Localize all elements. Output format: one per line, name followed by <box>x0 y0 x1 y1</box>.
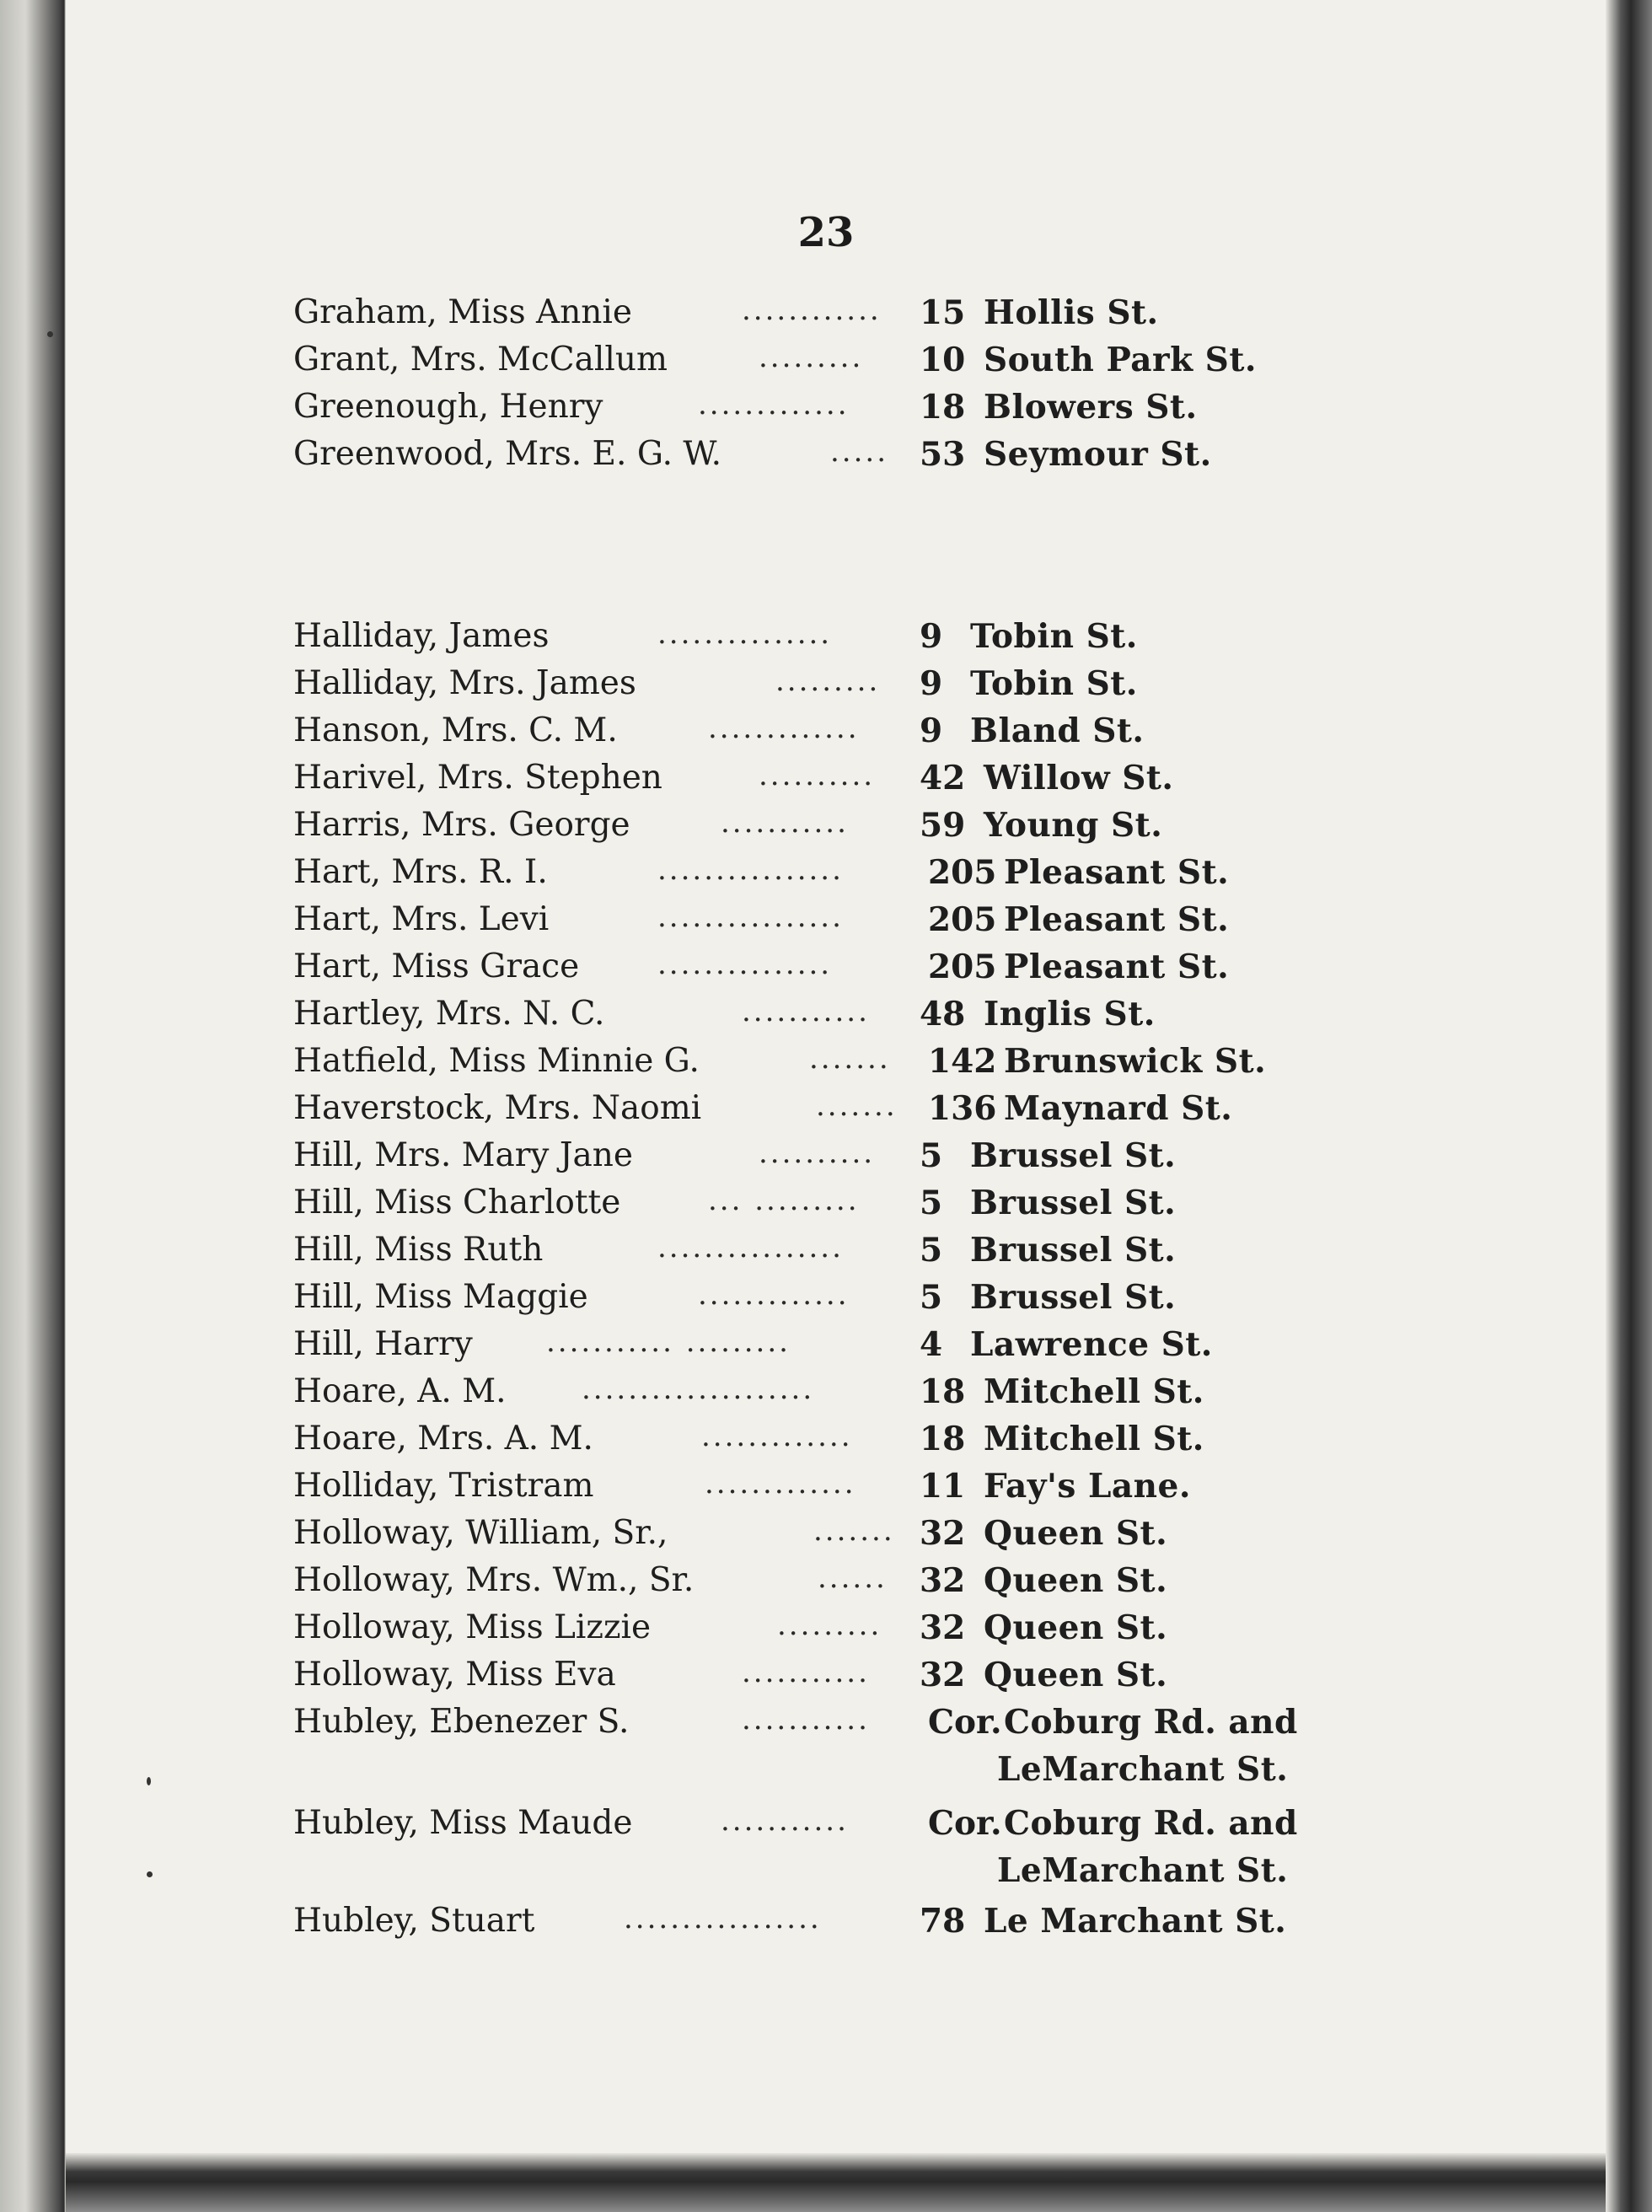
entry-number: 32 <box>920 1656 966 1694</box>
directory-entry <box>293 1804 1355 1851</box>
entry-number: 48 <box>920 995 966 1034</box>
entry-number: 142 <box>928 1042 997 1081</box>
dot-leader: ................. <box>624 1902 822 1936</box>
entry-name: Hubley, Stuart <box>293 1902 535 1940</box>
dot-leader: .................... <box>582 1372 815 1406</box>
entry-name: Hill, Miss Ruth <box>293 1231 544 1269</box>
entry-street: Pleasant St. <box>1004 853 1230 892</box>
entry-street: Bland St. <box>970 711 1145 750</box>
entry-street: Inglis St. <box>984 995 1156 1034</box>
entry-street: Maynard St. <box>1004 1089 1233 1128</box>
dot-leader: ............... <box>657 948 833 981</box>
dot-leader: ................ <box>657 900 844 934</box>
dot-leader: ................ <box>657 853 844 887</box>
entry-street: Hollis St. <box>984 293 1159 332</box>
entry-street: Lawrence St. <box>970 1325 1213 1364</box>
entry-name: Holloway, Miss Lizzie <box>293 1608 652 1646</box>
entry-number: 205 <box>928 853 997 892</box>
entry-name: Greenough, Henry <box>293 388 603 426</box>
entry-name: Hill, Miss Charlotte <box>293 1184 621 1221</box>
dot-leader: ......... <box>777 1608 882 1642</box>
entry-name: Hill, Harry <box>293 1325 473 1363</box>
dot-leader: ... ......... <box>708 1184 860 1217</box>
entry-street: Brussel St. <box>970 1231 1177 1270</box>
entry-name: Hubley, Miss Maude <box>293 1804 633 1842</box>
dot-leader: ............. <box>698 388 850 421</box>
entry-number: 9 <box>920 664 943 703</box>
entry-number: 9 <box>920 617 943 656</box>
entry-number: 32 <box>920 1514 966 1553</box>
dot-leader: ............... <box>657 617 833 651</box>
dot-leader: .......... <box>759 759 876 792</box>
entry-street: Seymour St. <box>984 435 1212 474</box>
entry-name: Holloway, Mrs. Wm., Sr. <box>293 1561 695 1599</box>
directory-entry <box>293 1467 1355 1514</box>
entry-street: Coburg Rd. and <box>1004 1804 1298 1843</box>
entry-number: Cor. <box>928 1703 1002 1742</box>
entry-number: 11 <box>920 1467 966 1506</box>
entry-street: Willow St. <box>984 759 1174 797</box>
directory-entry <box>293 341 1355 388</box>
entry-street: Le Marchant St. <box>984 1902 1287 1941</box>
entry-number: 4 <box>920 1325 943 1364</box>
entry-name: Hatfield, Miss Minnie G. <box>293 1042 700 1080</box>
entry-street: Queen St. <box>984 1608 1168 1647</box>
dot-leader: ........... <box>721 1804 849 1838</box>
dot-leader: ........... <box>721 806 849 840</box>
dot-leader: ............. <box>705 1467 856 1501</box>
dot-leader: ......... <box>759 341 864 374</box>
directory-entry <box>293 1372 1355 1420</box>
entry-name: Hart, Miss Grace <box>293 948 580 985</box>
entry-number: 18 <box>920 1420 966 1458</box>
entry-number: Cor. <box>928 1804 1002 1843</box>
entry-street: Fay's Lane. <box>984 1467 1191 1506</box>
dot-leader: ....... <box>809 1042 891 1076</box>
entry-name: Hoare, A. M. <box>293 1372 507 1410</box>
directory-entry <box>293 1325 1355 1372</box>
entry-name: Greenwood, Mrs. E. G. W. <box>293 435 722 473</box>
entry-number: 5 <box>920 1278 943 1317</box>
directory-entry <box>293 293 1355 341</box>
entry-street-continuation: LeMarchant St. <box>997 1750 1289 1789</box>
entry-number: 5 <box>920 1231 943 1270</box>
dot-leader: ......... <box>775 664 881 698</box>
dot-leader: ........... <box>742 1656 870 1689</box>
dot-leader: ........... <box>742 1703 870 1737</box>
directory-entry <box>293 1089 1355 1136</box>
entry-street: Young St. <box>984 806 1163 845</box>
directory-entry <box>293 853 1355 900</box>
entry-name: Holloway, William, Sr., <box>293 1514 668 1552</box>
entry-name: Harivel, Mrs. Stephen <box>293 759 662 797</box>
entry-number: 59 <box>920 806 966 845</box>
directory-entry <box>293 995 1355 1042</box>
page-number: 23 <box>797 209 855 256</box>
directory-entry <box>293 948 1355 995</box>
entry-name: Hubley, Ebenezer S. <box>293 1703 630 1741</box>
entry-number: 32 <box>920 1608 966 1647</box>
dot-leader: ..... <box>830 435 889 469</box>
dot-leader: ....... <box>816 1089 898 1123</box>
entry-number: 15 <box>920 293 966 332</box>
entry-name: Grant, Mrs. McCallum <box>293 341 668 379</box>
entry-number: 42 <box>920 759 966 797</box>
entry-name: Haverstock, Mrs. Naomi <box>293 1089 702 1127</box>
directory-entry <box>293 759 1355 806</box>
entry-street: Queen St. <box>984 1561 1168 1600</box>
entry-street: Brussel St. <box>970 1184 1177 1222</box>
directory-entry <box>293 388 1355 435</box>
entry-street: Coburg Rd. and <box>1004 1703 1298 1742</box>
entry-street-continuation: LeMarchant St. <box>997 1851 1289 1890</box>
dot-leader: ............. <box>708 711 860 745</box>
entry-name: Graham, Miss Annie <box>293 293 632 331</box>
entry-street: South Park St. <box>984 341 1257 379</box>
entry-street: Pleasant St. <box>1004 948 1230 986</box>
directory-entry <box>293 664 1355 711</box>
entry-number: 18 <box>920 1372 966 1411</box>
entry-number: 205 <box>928 948 997 986</box>
entry-name: Hill, Miss Maggie <box>293 1278 588 1316</box>
entry-number: 78 <box>920 1902 966 1941</box>
directory-entry <box>293 617 1355 664</box>
dot-leader: ...... <box>818 1561 888 1595</box>
entry-name: Hoare, Mrs. A. M. <box>293 1420 593 1458</box>
directory-entry <box>293 1042 1355 1089</box>
directory-entry <box>293 1184 1355 1231</box>
entry-number: 5 <box>920 1184 943 1222</box>
dot-leader: ........... <box>742 995 870 1028</box>
entry-number: 18 <box>920 388 966 427</box>
entry-street: Tobin St. <box>970 617 1138 656</box>
entry-street: Queen St. <box>984 1514 1168 1553</box>
entry-name: Harris, Mrs. George <box>293 806 630 844</box>
directory-entry <box>293 1136 1355 1184</box>
directory-entry <box>293 1514 1355 1561</box>
directory-entry <box>293 1703 1355 1750</box>
dot-leader: ............. <box>701 1420 853 1453</box>
entry-number: 10 <box>920 341 966 379</box>
directory-entry <box>293 1902 1355 1949</box>
entry-name: Halliday, Mrs. James <box>293 664 636 702</box>
entry-number: 205 <box>928 900 997 939</box>
entry-name: Hill, Mrs. Mary Jane <box>293 1136 633 1174</box>
entry-name: Holloway, Miss Eva <box>293 1656 616 1694</box>
entry-number: 9 <box>920 711 943 750</box>
directory-entry <box>293 806 1355 853</box>
dot-leader: ....... <box>813 1514 895 1548</box>
entry-number: 136 <box>928 1089 997 1128</box>
entry-street: Brussel St. <box>970 1278 1177 1317</box>
entry-street: Brussel St. <box>970 1136 1177 1175</box>
dot-leader: ................ <box>657 1231 844 1264</box>
entry-name: Hart, Mrs. R. I. <box>293 853 548 891</box>
dot-leader: .......... <box>759 1136 876 1170</box>
entry-name: Hart, Mrs. Levi <box>293 900 550 938</box>
directory-entry <box>293 435 1355 482</box>
entry-name: Hartley, Mrs. N. C. <box>293 995 605 1033</box>
directory-entry <box>293 1231 1355 1278</box>
dot-leader: ............. <box>698 1278 850 1312</box>
entry-name: Holliday, Tristram <box>293 1467 594 1505</box>
dot-leader: ............ <box>742 293 882 327</box>
entry-name: Hanson, Mrs. C. M. <box>293 711 618 749</box>
directory-entry <box>293 1278 1355 1325</box>
directory-entry <box>293 900 1355 948</box>
entry-street: Brunswick St. <box>1004 1042 1267 1081</box>
directory-entry <box>293 1656 1355 1703</box>
directory-entry <box>293 1561 1355 1608</box>
entry-street: Pleasant St. <box>1004 900 1230 939</box>
entry-number: 32 <box>920 1561 966 1600</box>
entry-street: Tobin St. <box>970 664 1138 703</box>
directory-entry <box>293 1420 1355 1467</box>
dot-leader: ........... ......... <box>546 1325 791 1359</box>
entry-street: Mitchell St. <box>984 1420 1204 1458</box>
entry-street: Mitchell St. <box>984 1372 1204 1411</box>
entry-street: Blowers St. <box>984 388 1198 427</box>
entry-name: Halliday, James <box>293 617 550 655</box>
directory-entry <box>293 1608 1355 1656</box>
entry-number: 5 <box>920 1136 943 1175</box>
directory-entry <box>293 711 1355 759</box>
entry-street: Queen St. <box>984 1656 1168 1694</box>
entry-number: 53 <box>920 435 966 474</box>
